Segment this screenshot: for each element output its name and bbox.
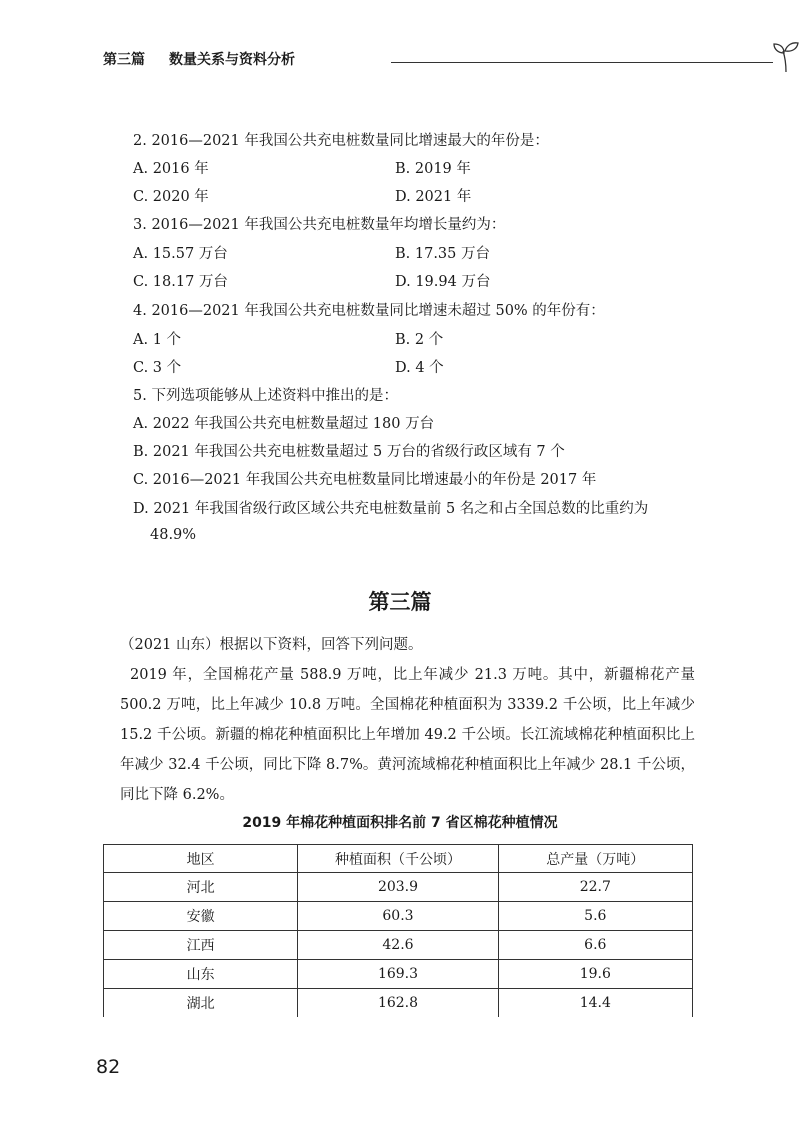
question-4-option-a: A. 1 个 bbox=[133, 332, 182, 348]
section-title: 第三篇 bbox=[368, 590, 432, 614]
table-cell-area: 203.9 bbox=[298, 873, 498, 902]
table-header-area: 种植面积（千公顷） bbox=[298, 845, 498, 873]
question-2-stem: 2. 2016—2021 年我国公共充电桩数量同比增速最大的年份是： bbox=[133, 133, 549, 149]
question-4-option-c: C. 3 个 bbox=[133, 360, 182, 376]
question-5-option-d-continued: 48.9% bbox=[150, 527, 197, 543]
question-3-option-c: C. 18.17 万台 bbox=[133, 274, 228, 290]
question-2-option-a: A. 2016 年 bbox=[133, 161, 209, 177]
header-part: 第三篇 bbox=[103, 52, 145, 68]
table-cell-region: 山东 bbox=[104, 960, 298, 989]
table-row bbox=[104, 902, 693, 931]
table-cell-region: 湖北 bbox=[104, 989, 298, 1018]
table-cell-output: 14.4 bbox=[498, 989, 692, 1018]
question-3-option-b: B. 17.35 万台 bbox=[395, 246, 490, 262]
table-cell-region: 江西 bbox=[104, 931, 298, 960]
table-caption: 2019 年棉花种植面积排名前 7 省区棉花种植情况 bbox=[242, 815, 558, 831]
table-row bbox=[104, 873, 693, 902]
table-row bbox=[104, 931, 693, 960]
question-2-option-d: D. 2021 年 bbox=[395, 189, 472, 205]
table-cell-output: 22.7 bbox=[498, 873, 692, 902]
question-3-stem: 3. 2016—2021 年我国公共充电桩数量年均增长量约为： bbox=[133, 217, 506, 233]
table-row bbox=[104, 960, 693, 989]
question-3-option-d: D. 19.94 万台 bbox=[395, 274, 491, 290]
header-rule bbox=[391, 62, 773, 63]
question-4-stem: 4. 2016—2021 年我国公共充电桩数量同比增速未超过 50% 的年份有： bbox=[133, 303, 605, 319]
running-header bbox=[103, 49, 703, 73]
table-header-region: 地区 bbox=[104, 845, 298, 873]
question-5-option-b: B. 2021 年我国公共充电桩数量超过 5 万台的省级行政区域有 7 个 bbox=[133, 444, 565, 460]
question-2-option-c: C. 2020 年 bbox=[133, 189, 209, 205]
question-3-option-a: A. 15.57 万台 bbox=[133, 246, 228, 262]
question-4-option-d: D. 4 个 bbox=[395, 360, 444, 376]
table-cell-area: 42.6 bbox=[298, 931, 498, 960]
header-title: 数量关系与资料分析 bbox=[169, 52, 295, 68]
sprout-icon bbox=[771, 39, 800, 73]
table-cell-output: 6.6 bbox=[498, 931, 692, 960]
table-cell-area: 162.8 bbox=[298, 989, 498, 1018]
material-intro: （2021 山东）根据以下资料，回答下列问题。 bbox=[120, 637, 423, 653]
table-cell-region: 安徽 bbox=[104, 902, 298, 931]
cotton-table bbox=[103, 844, 693, 1017]
page-number: 82 bbox=[96, 1056, 121, 1078]
material-paragraph: 2019 年，全国棉花产量 588.9 万吨，比上年减少 21.3 万吨。其中，新疆棉花产量 500.2 万吨，比上年减少 10.8 万吨。全国棉花种植面积为 3339.2 千公顷，比上年减少 15.2 千公顷。新疆的棉花种植面积比上年增加 49.2 千公顷。长江流域棉花种植面积比上年减少 32.4 千公顷，同比下降 8.7%。黄河流域棉花种植面积比上年减少 28.1 千公顷，同比下降 6.2%。 bbox=[120, 667, 695, 803]
question-2-option-b: B. 2019 年 bbox=[395, 161, 471, 177]
question-5-stem: 5. 下列选项能够从上述资料中推出的是： bbox=[133, 388, 398, 404]
table-header-row bbox=[104, 845, 693, 873]
table-cell-area: 169.3 bbox=[298, 960, 498, 989]
question-5-option-a: A. 2022 年我国公共充电桩数量超过 180 万台 bbox=[133, 416, 435, 432]
table-row bbox=[104, 989, 693, 1018]
question-4-option-b: B. 2 个 bbox=[395, 332, 444, 348]
table-header-output: 总产量（万吨） bbox=[498, 845, 692, 873]
table-cell-area: 60.3 bbox=[298, 902, 498, 931]
table-cell-output: 19.6 bbox=[498, 960, 692, 989]
table-cell-region: 河北 bbox=[104, 873, 298, 902]
question-5-option-c: C. 2016—2021 年我国公共充电桩数量同比增速最小的年份是 2017 年 bbox=[133, 472, 597, 488]
table-cell-output: 5.6 bbox=[498, 902, 692, 931]
question-5-option-d: D. 2021 年我国省级行政区域公共充电桩数量前 5 名之和占全国总数的比重约为 bbox=[133, 501, 649, 517]
